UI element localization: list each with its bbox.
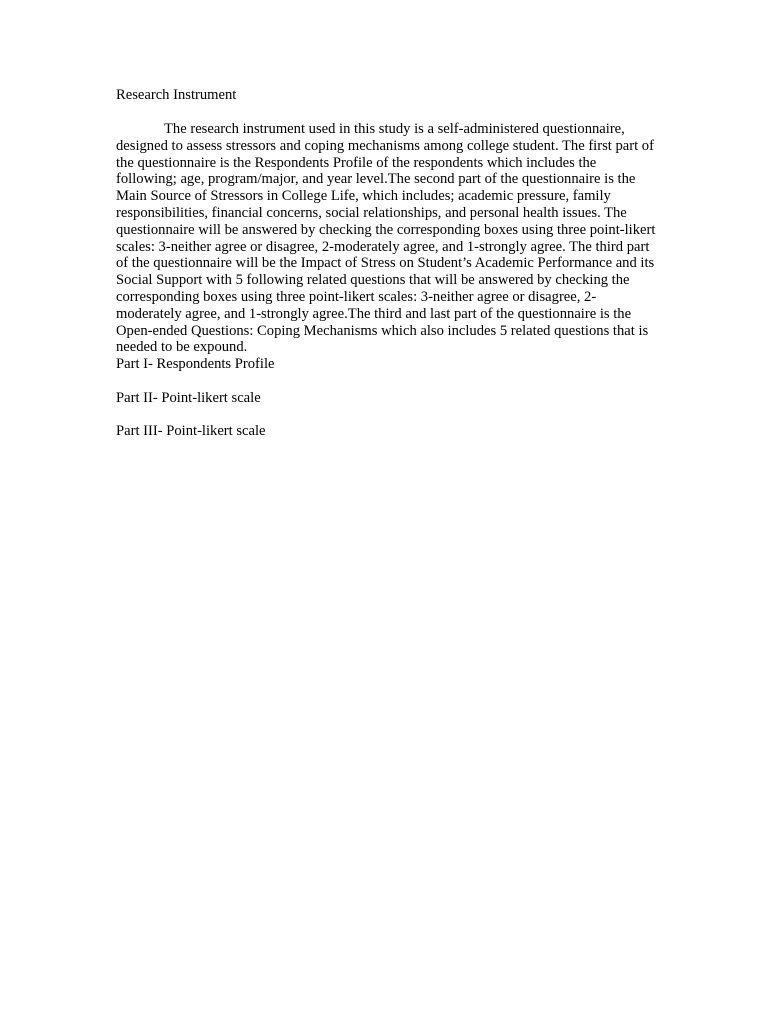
- part-one-label: Part I- Respondents Profile: [116, 356, 275, 373]
- body-paragraph: The research instrument used in this study is a self-administered questionnaire, designed to assess stressors and coping mechanisms among college student. The first part of the questionnaire is the Respondents Profile of the respondents which includes the following; age, program/major, and year level.The second part of the questionnaire is the Main Source of Stressors in College Life, which includes; academic pressure, family responsibilities, financial concerns, social relationships, and personal health issues. The questionnaire will be answered by checking the corresponding boxes using three point-likert scales: 3-neither agree or disagree, 2-moderately agree, and 1-strongly agree. The third part of the questionnaire will be the Impact of Stress on Student’s Academic Performance and its Social Support with 5 following related questions that will be answered by checking the corresponding boxes using three point-likert scales: 3-neither agree or disagree, 2-moderately agree, and 1-strongly agree.The third and last part of the questionnaire is the Open-ended Questions: Coping Mechanisms which also includes 5 related questions that is needed to be expound.: [116, 121, 656, 356]
- part-spacer: [116, 373, 656, 390]
- part-two-label: Part II- Point-likert scale: [116, 389, 261, 406]
- section-heading: Research Instrument: [116, 87, 237, 103]
- part-spacer: [116, 406, 656, 423]
- document-page: [116, 87, 656, 440]
- part-three-label: Part III- Point-likert scale: [116, 422, 266, 439]
- heading-spacer: [116, 104, 656, 121]
